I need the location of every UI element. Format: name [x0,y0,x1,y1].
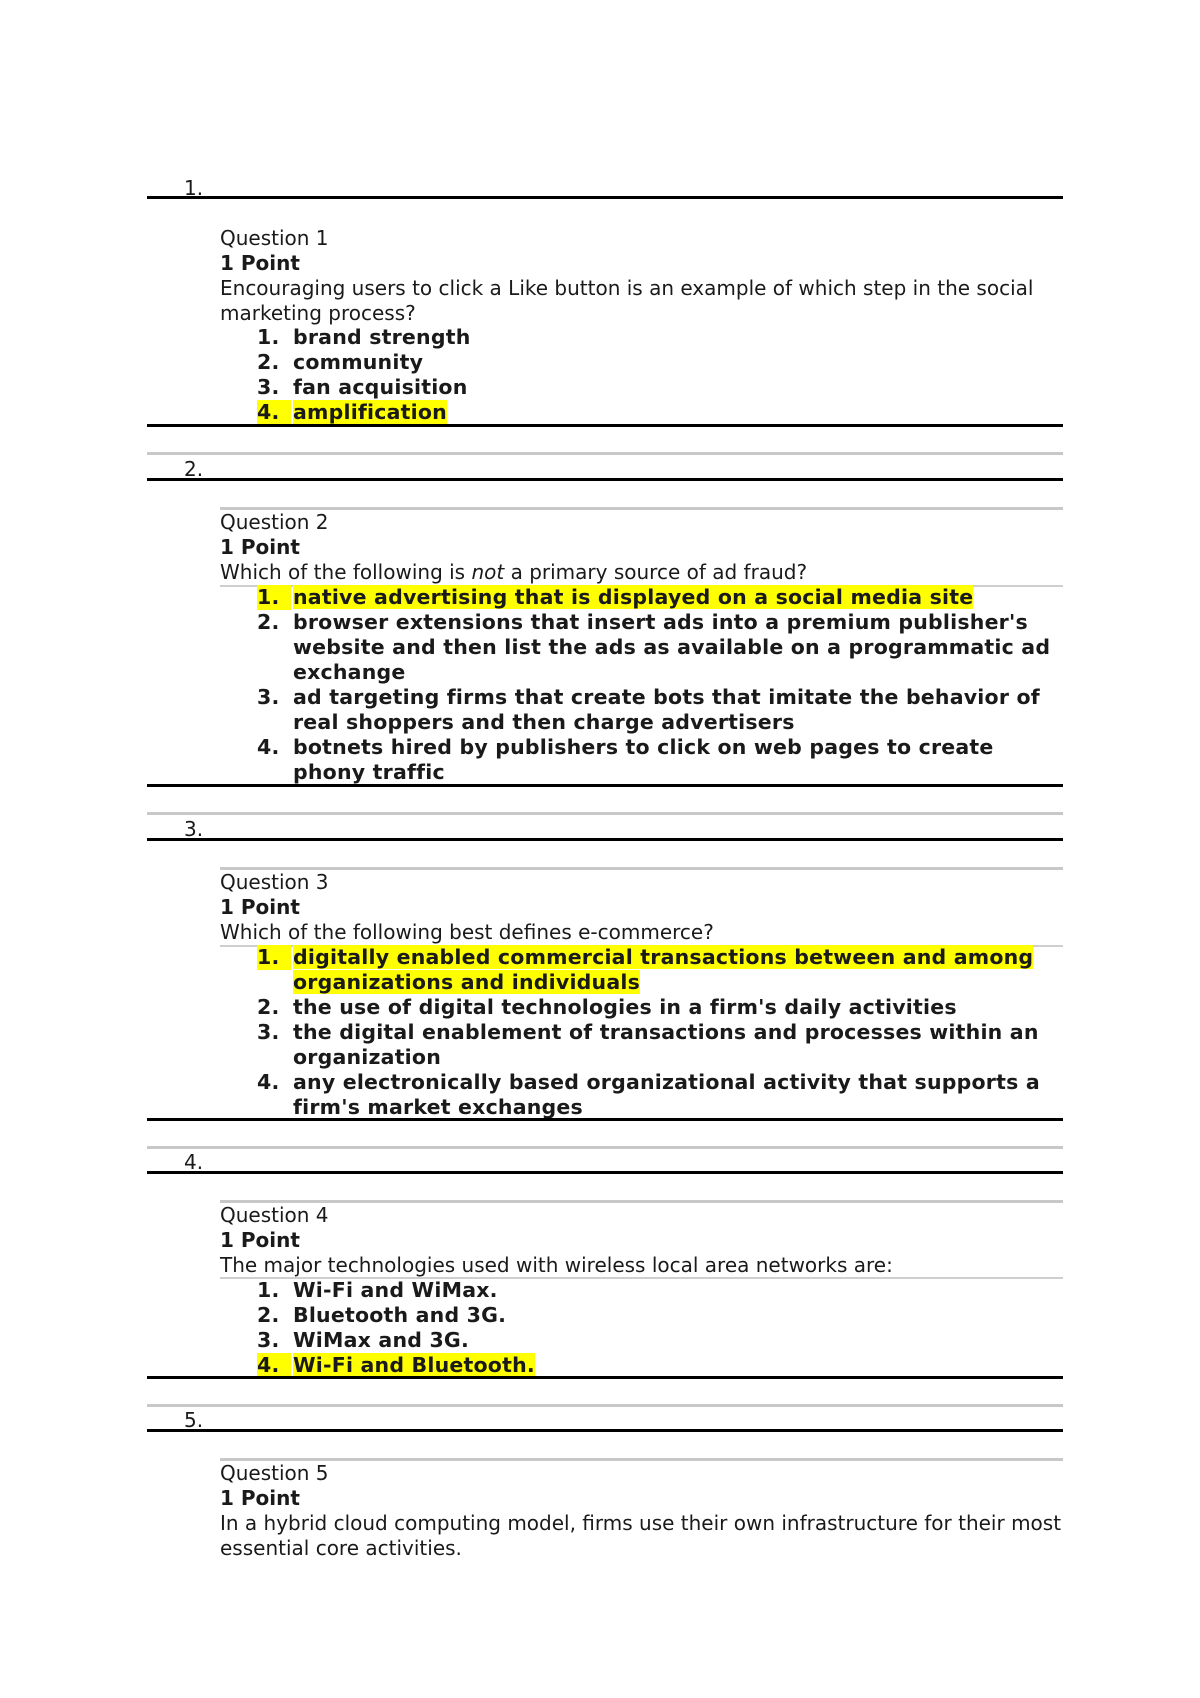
answer-text: botnets hired by publishers to click on web pages to create phony traffic [293,735,994,784]
answer-number: 2. [257,995,280,1019]
question-block-5 [147,1388,1063,1588]
question-text [220,560,1063,585]
answer-text: community [293,350,424,374]
question-title: Question 1 [220,226,329,250]
answer-text: brand strength [293,325,471,349]
question-content [220,870,1063,945]
answer-number: 4. [257,1353,291,1378]
answer-number: 4. [257,735,280,759]
question-number: 3. [184,817,204,841]
divider [147,424,1063,427]
divider [147,1146,1063,1149]
answer-text: any electronically based organizational activity that supports a firm's market exchanges [293,1070,1040,1119]
answer-text: the digital enablement of transactions and processes within an organization [293,1020,1039,1069]
answer-option[interactable] [220,995,1063,1020]
answer-option[interactable] [220,325,1063,350]
answer-number: 2. [257,1303,280,1327]
question-text: Encouraging users to click a Like button is an example of which step in the social marketing process? [220,276,1034,325]
question-block-1 [147,0,1063,430]
question-points: 1 Point [220,1486,300,1510]
question-block-4 [147,1124,1063,1389]
answer-option[interactable] [220,735,1063,785]
answer-option[interactable] [220,1070,1063,1120]
answer-number: 2. [257,610,280,634]
answer-text: browser extensions that insert ads into a premium publisher's website and then list the ads as available on a programmatic ad exchange [293,610,1051,684]
divider [147,196,1063,199]
answer-list [220,1278,1063,1378]
answer-option-selected[interactable] [220,400,1063,425]
question-number: 1. [184,176,204,200]
divider [147,1404,1063,1407]
question-title: Question 2 [220,510,329,534]
answer-option-selected[interactable] [220,1353,1063,1378]
divider [147,1429,1063,1432]
answer-text: Bluetooth and 3G. [293,1303,507,1327]
divider [147,1376,1063,1379]
question-block-2 [147,430,1063,790]
question-points: 1 Point [220,1228,300,1252]
answer-number: 1. [257,945,291,970]
question-text: In a hybrid cloud computing model, firms use their own infrastructure for their most essential core activities. [220,1511,1062,1560]
question-points: 1 Point [220,535,300,559]
question-content [220,226,1063,326]
answer-number: 4. [257,1070,280,1094]
question-content [220,1461,1063,1561]
question-title: Question 5 [220,1461,329,1485]
answer-number: 3. [257,1020,280,1044]
answer-text: Wi-Fi and Bluetooth. [293,1353,535,1377]
answer-option[interactable] [220,1020,1063,1070]
answer-text: fan acquisition [293,375,468,399]
question-content [220,510,1063,585]
question-points: 1 Point [220,251,300,275]
question-number: 4. [184,1150,204,1174]
question-text-part: a primary source of ad fraud? [504,560,808,584]
divider [147,838,1063,841]
question-text: Which of the following best defines e-commerce? [220,920,714,944]
question-block-3 [147,790,1063,1125]
answer-option-selected[interactable] [220,945,1063,995]
answer-list [220,325,1063,425]
answer-option[interactable] [220,685,1063,735]
answer-option[interactable] [220,350,1063,375]
answer-text: Wi-Fi and WiMax. [293,1278,498,1302]
question-title: Question 4 [220,1203,329,1227]
question-text-part: Which of the following is [220,560,472,584]
divider [147,478,1063,481]
answer-option[interactable] [220,375,1063,400]
question-number: 5. [184,1408,204,1432]
answer-number: 1. [257,1278,280,1302]
answer-text: ad targeting firms that create bots that imitate the behavior of real shoppers and then charge advertisers [293,685,1040,734]
question-text-emphasis: not [471,560,505,584]
answer-option[interactable] [220,1303,1063,1328]
answer-text: the use of digital technologies in a firm's daily activities [293,995,957,1019]
divider [147,1171,1063,1174]
divider [147,812,1063,815]
answer-number: 3. [257,685,280,709]
answer-text: digitally enabled commercial transactions between and among organizations and individuals [293,945,1034,994]
answer-text: amplification [293,400,447,424]
question-text: The major technologies used with wireless local area networks are: [220,1253,893,1277]
answer-list [220,945,1063,1120]
question-points: 1 Point [220,895,300,919]
divider [147,452,1063,455]
answer-number: 3. [257,1328,280,1352]
answer-option[interactable] [220,1278,1063,1303]
question-content [220,1203,1063,1278]
divider [147,1118,1063,1121]
answer-option[interactable] [220,610,1063,685]
answer-number: 1. [257,585,291,610]
divider [147,784,1063,787]
answer-text: native advertising that is displayed on a social media site [293,585,974,609]
answer-number: 4. [257,400,291,425]
question-number: 2. [184,457,204,481]
answer-number: 1. [257,325,280,349]
answer-option[interactable] [220,1328,1063,1353]
answer-option-selected[interactable] [220,585,1063,610]
answer-list [220,585,1063,785]
answer-text: WiMax and 3G. [293,1328,469,1352]
answer-number: 3. [257,375,280,399]
question-title: Question 3 [220,870,329,894]
answer-number: 2. [257,350,280,374]
